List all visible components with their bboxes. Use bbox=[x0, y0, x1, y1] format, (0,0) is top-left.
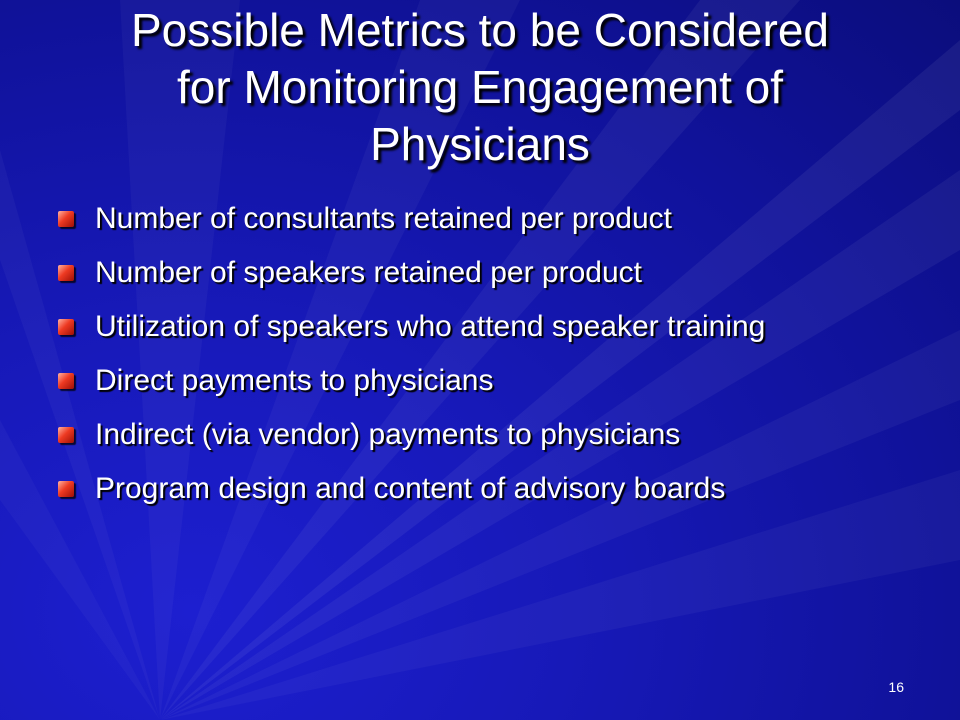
bullet-text: Direct payments to physicians bbox=[95, 364, 494, 397]
bullet-item bbox=[58, 416, 898, 453]
red-square-bullet-icon bbox=[58, 427, 74, 443]
bullet-text: Number of consultants retained per product bbox=[95, 202, 672, 235]
red-square-bullet-icon bbox=[58, 373, 74, 389]
page-number: 16 bbox=[888, 679, 904, 695]
red-square-bullet-icon bbox=[58, 211, 74, 227]
slide-title bbox=[40, 2, 920, 173]
red-square-bullet-icon bbox=[58, 265, 74, 281]
bullet-item bbox=[58, 362, 898, 399]
title-line: Physicians bbox=[370, 118, 590, 170]
title-line: for Monitoring Engagement of bbox=[176, 61, 784, 113]
bullet-item bbox=[58, 200, 898, 237]
bullet-list bbox=[58, 200, 898, 524]
bullet-text: Indirect (via vendor) payments to physicians bbox=[95, 418, 681, 451]
bullet-item bbox=[58, 470, 898, 507]
bullet-text: Utilization of speakers who attend speaker training bbox=[95, 310, 766, 343]
title-line: Possible Metrics to be Considered bbox=[131, 4, 829, 56]
red-square-bullet-icon bbox=[58, 481, 74, 497]
bullet-item bbox=[58, 254, 898, 291]
bullet-item bbox=[58, 308, 898, 345]
bullet-text: Program design and content of advisory boards bbox=[95, 472, 726, 505]
bullet-text: Number of speakers retained per product bbox=[95, 256, 642, 289]
red-square-bullet-icon bbox=[58, 319, 74, 335]
